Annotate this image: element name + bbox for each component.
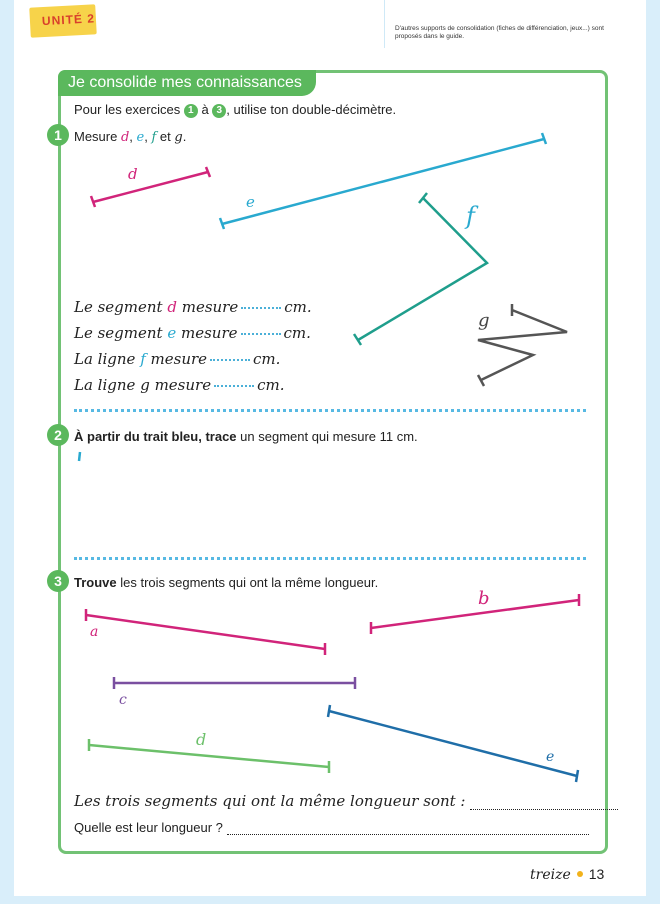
answer-g-end: mesure [149,376,212,394]
segment-b-ex3 [371,594,579,634]
ex1-sep4: . [182,129,187,144]
answer-f-letter: f [140,350,146,368]
line-g-ex1 [478,304,567,386]
answer-e-blank[interactable] [241,333,281,335]
segment-e-ex1 [220,133,546,229]
ex1-sep3: et [156,129,175,144]
ex1-letter-d: d [120,130,130,145]
answer-g-blank[interactable] [214,385,254,387]
answer-e-letter: e [167,324,177,342]
answer-line-g [74,376,284,394]
page-word: treize [530,867,571,883]
answer-e-unit: cm. [283,324,311,342]
answer-g-unit: cm. [257,376,285,394]
ex1-letter-f: f [151,130,157,145]
question-2-answer[interactable] [227,834,589,835]
ex3-rest: les trois segments qui ont la même longueur. [116,575,379,590]
answer-f-start: La ligne [74,350,141,368]
answer-d-blank[interactable] [241,307,281,309]
segment-d-ex3 [89,739,329,773]
ex2-rest: un segment qui mesure 11 cm. [236,429,418,444]
answer-g-letter: g [140,376,150,394]
label-e-ex1: e [246,193,255,211]
answer-f-end: mesure [145,350,208,368]
label-g-ex1: g [478,310,490,331]
exercise-2-number: 2 [47,424,69,446]
question-1 [74,792,618,810]
intro-text-start: Pour les exercices [74,102,184,117]
segment-a-ex3 [86,609,325,655]
label-c-ex3: c [119,692,127,708]
question-2 [74,820,589,835]
question-1-answer[interactable] [470,809,618,810]
intro-num-3: 3 [212,104,226,118]
question-1-text: Les trois segments qui ont la même longueur sont : [74,792,466,810]
unit-label: UNITÉ 2 [41,11,96,29]
answer-f-blank[interactable] [210,359,250,361]
answer-e-start: Le segment [74,324,168,342]
exercise-2-prompt [74,429,418,444]
answer-line-d [74,298,312,316]
page-number: 13 [588,866,605,882]
drawing-area-ex2[interactable] [74,458,584,553]
ex2-bold: À partir du trait bleu, trace [74,429,237,444]
label-f-ex1: f [466,202,475,230]
ex3-bold: Trouve [74,575,117,590]
intro-text-middle: à [197,102,213,117]
guide-note-text: D'autres supports de consolidation (fiches de différenciation, jeux...) sont proposés dans le guide. [395,25,604,40]
label-e-ex3: e [546,749,555,765]
answer-g-start: La ligne [74,376,141,394]
label-d-ex3: d [196,730,207,749]
segment-d-ex1 [91,167,210,207]
ex1-sep2: , [144,129,152,144]
label-a-ex3: a [90,624,99,640]
answer-d-start: Le segment [74,298,168,316]
label-b-ex3: b [478,588,490,609]
answer-line-f [74,350,280,368]
section-title: Je consolide mes connaissances [58,70,316,96]
answer-d-letter: d [167,298,177,316]
label-d-ex1: d [128,165,138,183]
segment-e-ex3 [328,705,578,782]
intro-text-end: , utilise ton double-décimètre. [226,102,397,117]
exercise-3-prompt [74,575,378,590]
footer-dot [577,871,583,877]
answer-d-end: mesure [176,298,239,316]
dotted-separator-1 [74,409,586,412]
ex1-sep1: , [129,129,137,144]
answer-e-end: mesure [176,324,238,342]
answer-f-unit: cm. [253,350,281,368]
ex1-letter-g: g [174,130,183,145]
segment-c-ex3 [114,677,355,689]
exercise-3-number: 3 [47,570,69,592]
page-footer [530,866,604,883]
answer-d-unit: cm. [284,298,312,316]
answer-line-e [74,324,311,342]
dotted-separator-2 [74,557,586,560]
intro-num-1: 1 [184,104,198,118]
ex1-letter-e: e [136,130,145,145]
question-2-text: Quelle est leur longueur ? [74,820,223,835]
exercise-1-number: 1 [47,124,69,146]
ex1-prompt-start: Mesure [74,129,121,144]
